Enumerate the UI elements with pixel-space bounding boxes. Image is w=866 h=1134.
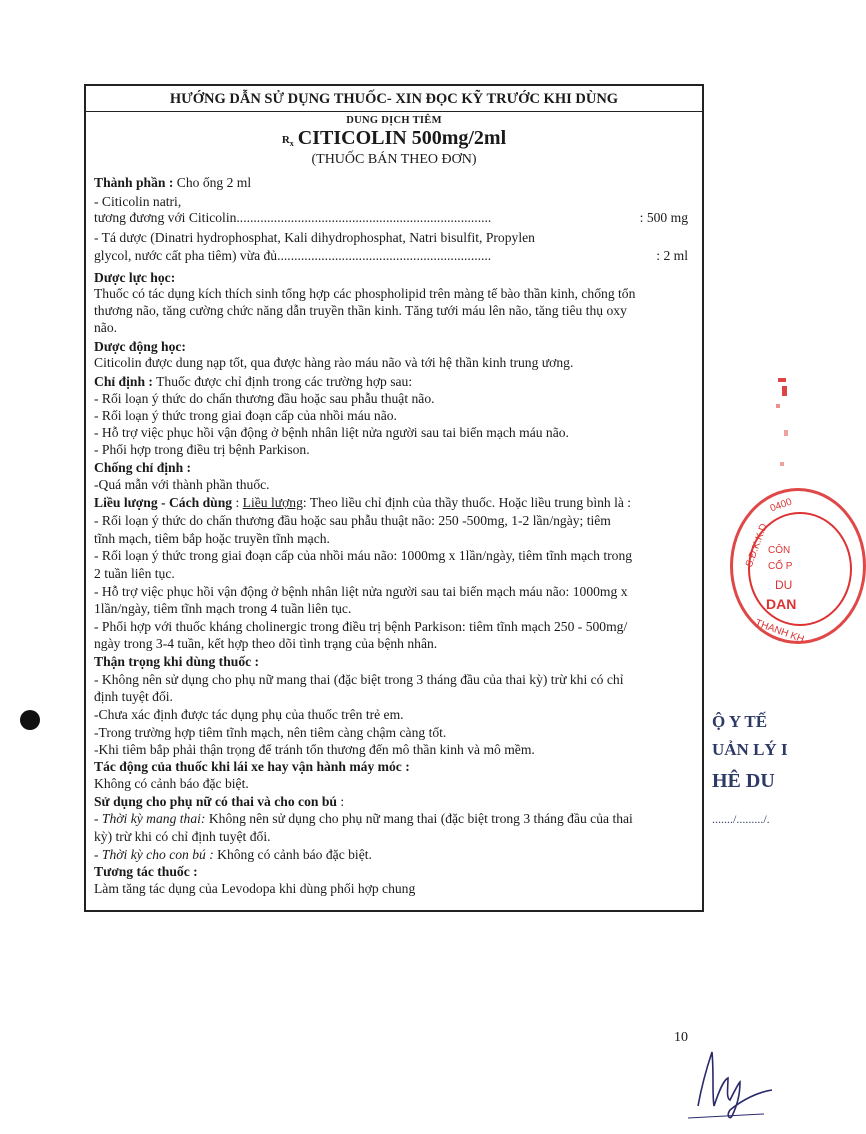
dosage-heading-rest: : Theo liều chỉ định của thầy thuốc. Hoặc liều trung bình là :	[302, 495, 632, 510]
composition-line: tương đương với Citicolin...........................................................................	[94, 210, 492, 225]
precautions-item: định tuyệt đối.	[94, 689, 173, 704]
indications-item: - Rối loạn ý thức trong giai đoạn cấp của nhồi máu não.	[94, 408, 397, 423]
breastfeeding-text: Không có cảnh báo đặc biệt.	[213, 847, 372, 862]
precautions-item: -Khi tiêm bắp phải thận trọng để tránh tổn thương đến mô thần kinh và mô mềm.	[94, 742, 535, 757]
seal-text: CÔN	[768, 545, 791, 556]
prescription-note: (THUỐC BÁN THEO ĐƠN)	[311, 152, 477, 167]
leaflet-frame	[84, 84, 704, 912]
dosage-form: DUNG DỊCH TIÊM	[346, 115, 442, 126]
pregnancy-text: Không nên sử dụng cho phụ nữ mang thai (đặc biệt trong 3 tháng đầu của thai	[205, 811, 633, 826]
breastfeeding-subheading: - Thời kỳ cho con bú :	[94, 847, 214, 862]
seal-text: CỔ P	[768, 561, 793, 572]
contraindications-heading: Chống chỉ định :	[94, 460, 192, 475]
signature	[668, 1044, 778, 1124]
composition-line: - Citicolin natri,	[94, 194, 182, 209]
pharmacodynamics-text: não.	[94, 320, 118, 335]
red-ink-mark	[776, 404, 780, 408]
indications-item: - Hỗ trợ việc phục hồi vận động ở bệnh nhân liệt nửa người sau tai biến mạch máu não.	[94, 425, 569, 440]
dosage-item: - Rối loạn ý thức do chấn thương đầu hoặc sau phẫu thuật não: 250 -500mg, 1-2 lần/ngày; tiêm	[94, 513, 611, 528]
dosage-heading-line	[94, 494, 631, 511]
dosage-heading: Liều lượng - Cách dùng	[94, 495, 233, 510]
pregnancy-heading-line	[94, 793, 344, 810]
pregnancy-item: kỳ) trừ khi có chỉ định tuyệt đối.	[94, 829, 271, 844]
contraindications-item: -Quá mẫn với thành phần thuốc.	[94, 477, 270, 492]
indications-item: - Rối loạn ý thức do chấn thương đầu hoặc sau phẫu thuật não.	[94, 391, 435, 406]
dosage-item: - Hỗ trợ việc phục hồi vận động ở bệnh nhân liệt nửa người sau tai biến mạch máu não: 1000mg x	[94, 584, 628, 599]
interactions-text: Làm tăng tác dụng của Levodopa khi dùng phối hợp chung	[94, 881, 416, 896]
product-title-line	[86, 126, 702, 154]
composition-heading-line	[94, 174, 251, 191]
driving-heading: Tác động của thuốc khi lái xe hay vận hành máy móc :	[94, 759, 410, 774]
red-ink-mark	[784, 430, 788, 436]
margin-dot	[20, 710, 40, 730]
dosage-item: tĩnh mạch, tiêm bắp hoặc truyền tĩnh mạch.	[94, 531, 330, 546]
pharmacodynamics-heading: Dược lực học:	[94, 270, 176, 285]
pregnancy-heading: Sử dụng cho phụ nữ có thai và cho con bú	[94, 794, 337, 809]
red-ink-mark	[782, 386, 787, 396]
pharmacokinetics-heading: Dược động học:	[94, 339, 186, 354]
composition-value: : 500 mg	[639, 210, 688, 225]
pregnancy-subheading: - Thời kỳ mang thai:	[94, 811, 206, 826]
product-title: CITICOLIN 500mg/2ml	[297, 127, 507, 149]
indications-heading-rest: Thuốc được chỉ định trong các trường hợp sau:	[152, 374, 413, 389]
pharmacodynamics-text: Thuốc có tác dụng kích thích sinh tổng hợp các phospholipid trên màng tế bào thần kinh, chống tổn	[94, 286, 636, 301]
pregnancy-item	[94, 810, 633, 827]
margin-stamp-text: HÊ DU	[712, 770, 775, 792]
red-ink-mark	[778, 378, 786, 382]
pregnancy-heading-rest: :	[336, 794, 345, 809]
precautions-item: - Không nên sử dụng cho phụ nữ mang thai (đặc biệt trong 3 tháng đầu của thai kỳ) trừ khi có chỉ	[94, 672, 624, 687]
dosage-item: - Phối hợp với thuốc kháng cholinergic trong điều trị bệnh Parkison: tiêm tĩnh mạch 250 - 500mg/	[94, 619, 628, 634]
dosage-item: - Rối loạn ý thức trong giai đoạn cấp của nhồi máu não: 1000mg x 1lần/ngày, tiêm tĩnh mạch trong	[94, 548, 633, 563]
indications-heading: Chỉ định :	[94, 374, 153, 389]
dosage-item: 2 tuần liên tục.	[94, 566, 175, 581]
indications-heading-line	[94, 373, 412, 390]
driving-text: Không có cảnh báo đặc biệt.	[94, 776, 249, 791]
seal-text: S.Đ.K.K.D	[743, 522, 770, 569]
dosage-subheading: Liều lượng	[242, 495, 303, 510]
breastfeeding-item	[94, 846, 372, 863]
dosage-heading-sep: :	[232, 495, 243, 510]
page-number: 10	[674, 1030, 688, 1045]
precautions-item: -Chưa xác định được tác dụng phụ của thuốc trên trẻ em.	[94, 707, 404, 722]
rx-symbol: Rx	[281, 134, 294, 149]
composition-value: : 2 ml	[656, 248, 688, 263]
precautions-heading: Thận trọng khi dùng thuốc :	[94, 654, 260, 669]
margin-stamp-date: ......./........./.	[712, 812, 770, 826]
composition-heading: Thành phần :	[94, 175, 174, 190]
seal-text: DAN	[766, 596, 797, 612]
composition-heading-rest: Cho ống 2 ml	[173, 175, 252, 190]
dosage-item: ngày trong 3-4 tuần, kết hợp theo dõi tình trạng của bệnh nhân.	[94, 636, 438, 651]
pharmacokinetics-text: Citicolin được dung nạp tốt, qua được hàng rào máu não và tới hệ thần kinh trung ương.	[94, 355, 574, 370]
precautions-item: -Trong trường hợp tiêm tĩnh mạch, nên tiêm càng chậm càng tốt.	[94, 725, 447, 740]
seal-text: 0400	[768, 496, 794, 515]
pharmacodynamics-text: thương não, tăng cường chức năng dẫn truyền thần kinh. Tăng tưới máu lên não, tăng tiêu thụ oxy	[94, 303, 627, 318]
composition-line: glycol, nước cất pha tiêm) vừa đủ...............................................................	[94, 248, 492, 263]
margin-stamp-text: UẢN LÝ I	[712, 740, 788, 759]
composition-line: - Tá dược (Dinatri hydrophosphat, Kali dihydrophosphat, Natri bisulfit, Propylen	[94, 230, 535, 245]
dosage-item: 1lần/ngày, tiêm tĩnh mạch trong 4 tuần liên tục.	[94, 601, 352, 616]
indications-item: - Phối hợp trong điều trị bệnh Parkison.	[94, 442, 310, 457]
margin-stamp-text: Ộ Y TẾ	[712, 712, 768, 731]
interactions-heading: Tương tác thuốc :	[94, 864, 198, 879]
seal-text: DU	[775, 578, 793, 592]
leaflet-header: HƯỚNG DẪN SỬ DỤNG THUỐC- XIN ĐỌC KỸ TRƯỚC KHI DÙNG	[86, 86, 702, 112]
seal-text: THANH KH	[753, 617, 806, 646]
red-ink-mark	[780, 462, 784, 466]
